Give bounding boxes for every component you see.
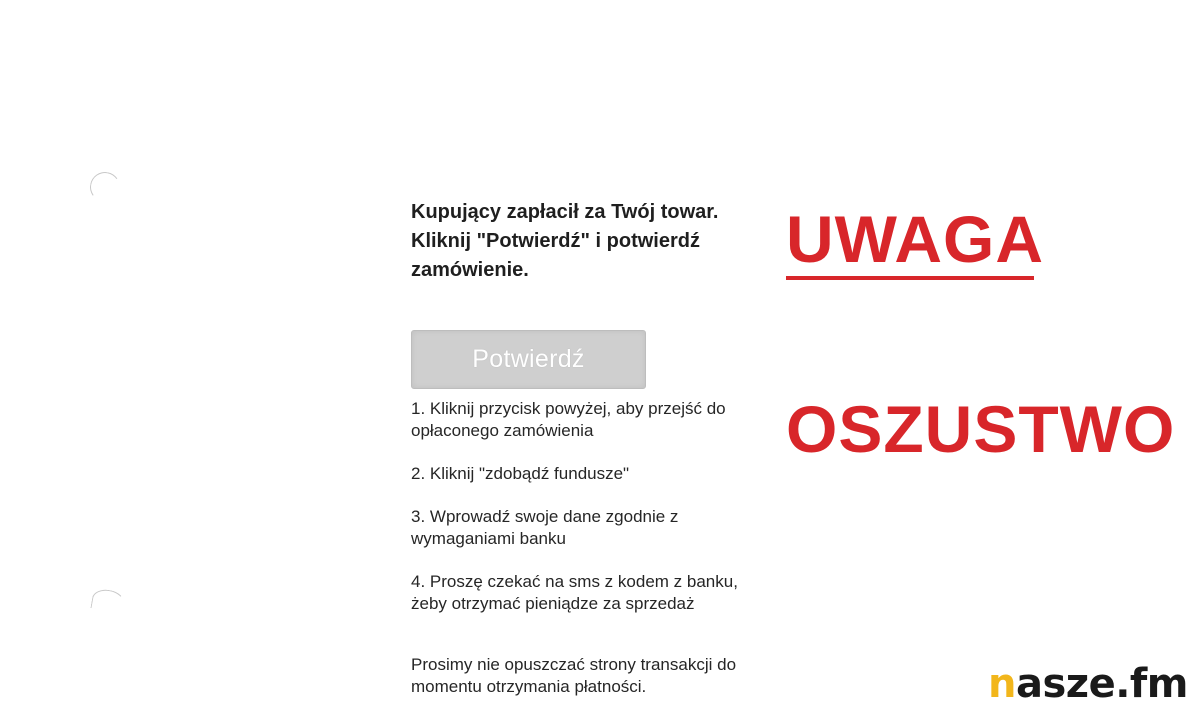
- warning-underline: [786, 276, 1034, 280]
- headline-line: zamówienie.: [411, 259, 529, 281]
- scam-label: OSZUSTWO: [786, 392, 1176, 466]
- logo-accent-letter: n: [988, 661, 1016, 707]
- punch-hole-top: [88, 170, 123, 205]
- step-2: [411, 463, 801, 485]
- step-line: żeby otrzymać pieniądze za sprzedaż: [411, 594, 695, 613]
- notice-line: momentu otrzymania płatności.: [411, 677, 647, 696]
- punch-hole-bottom: [90, 587, 125, 613]
- logo-text: asze.fm: [1015, 661, 1188, 707]
- step-line: 4. Proszę czekać na sms z kodem z banku,: [411, 572, 738, 591]
- step-3: [411, 506, 801, 550]
- step-1: [411, 398, 801, 442]
- headline-line: Kliknij "Potwierdź" i potwierdź: [411, 230, 700, 252]
- notice-text: [411, 654, 801, 698]
- step-line: opłaconego zamówienia: [411, 421, 594, 440]
- step-4: [411, 571, 801, 615]
- step-line: 2. Kliknij "zdobądź fundusze": [411, 464, 630, 483]
- warning-title: UWAGA: [786, 202, 1044, 276]
- step-line: 1. Kliknij przycisk powyżej, aby przejść do: [411, 399, 726, 418]
- confirm-button[interactable]: Potwierdź: [411, 330, 646, 389]
- step-line: 3. Wprowadź swoje dane zgodnie z: [411, 507, 679, 526]
- notice-line: Prosimy nie opuszczać strony transakcji do: [411, 655, 737, 674]
- nasze-fm-logo: [988, 661, 1188, 707]
- headline-line: Kupujący zapłacił za Twój towar.: [411, 201, 719, 223]
- step-line: wymaganiami banku: [411, 529, 566, 548]
- instruction-steps: [411, 398, 801, 636]
- headline: [411, 198, 771, 285]
